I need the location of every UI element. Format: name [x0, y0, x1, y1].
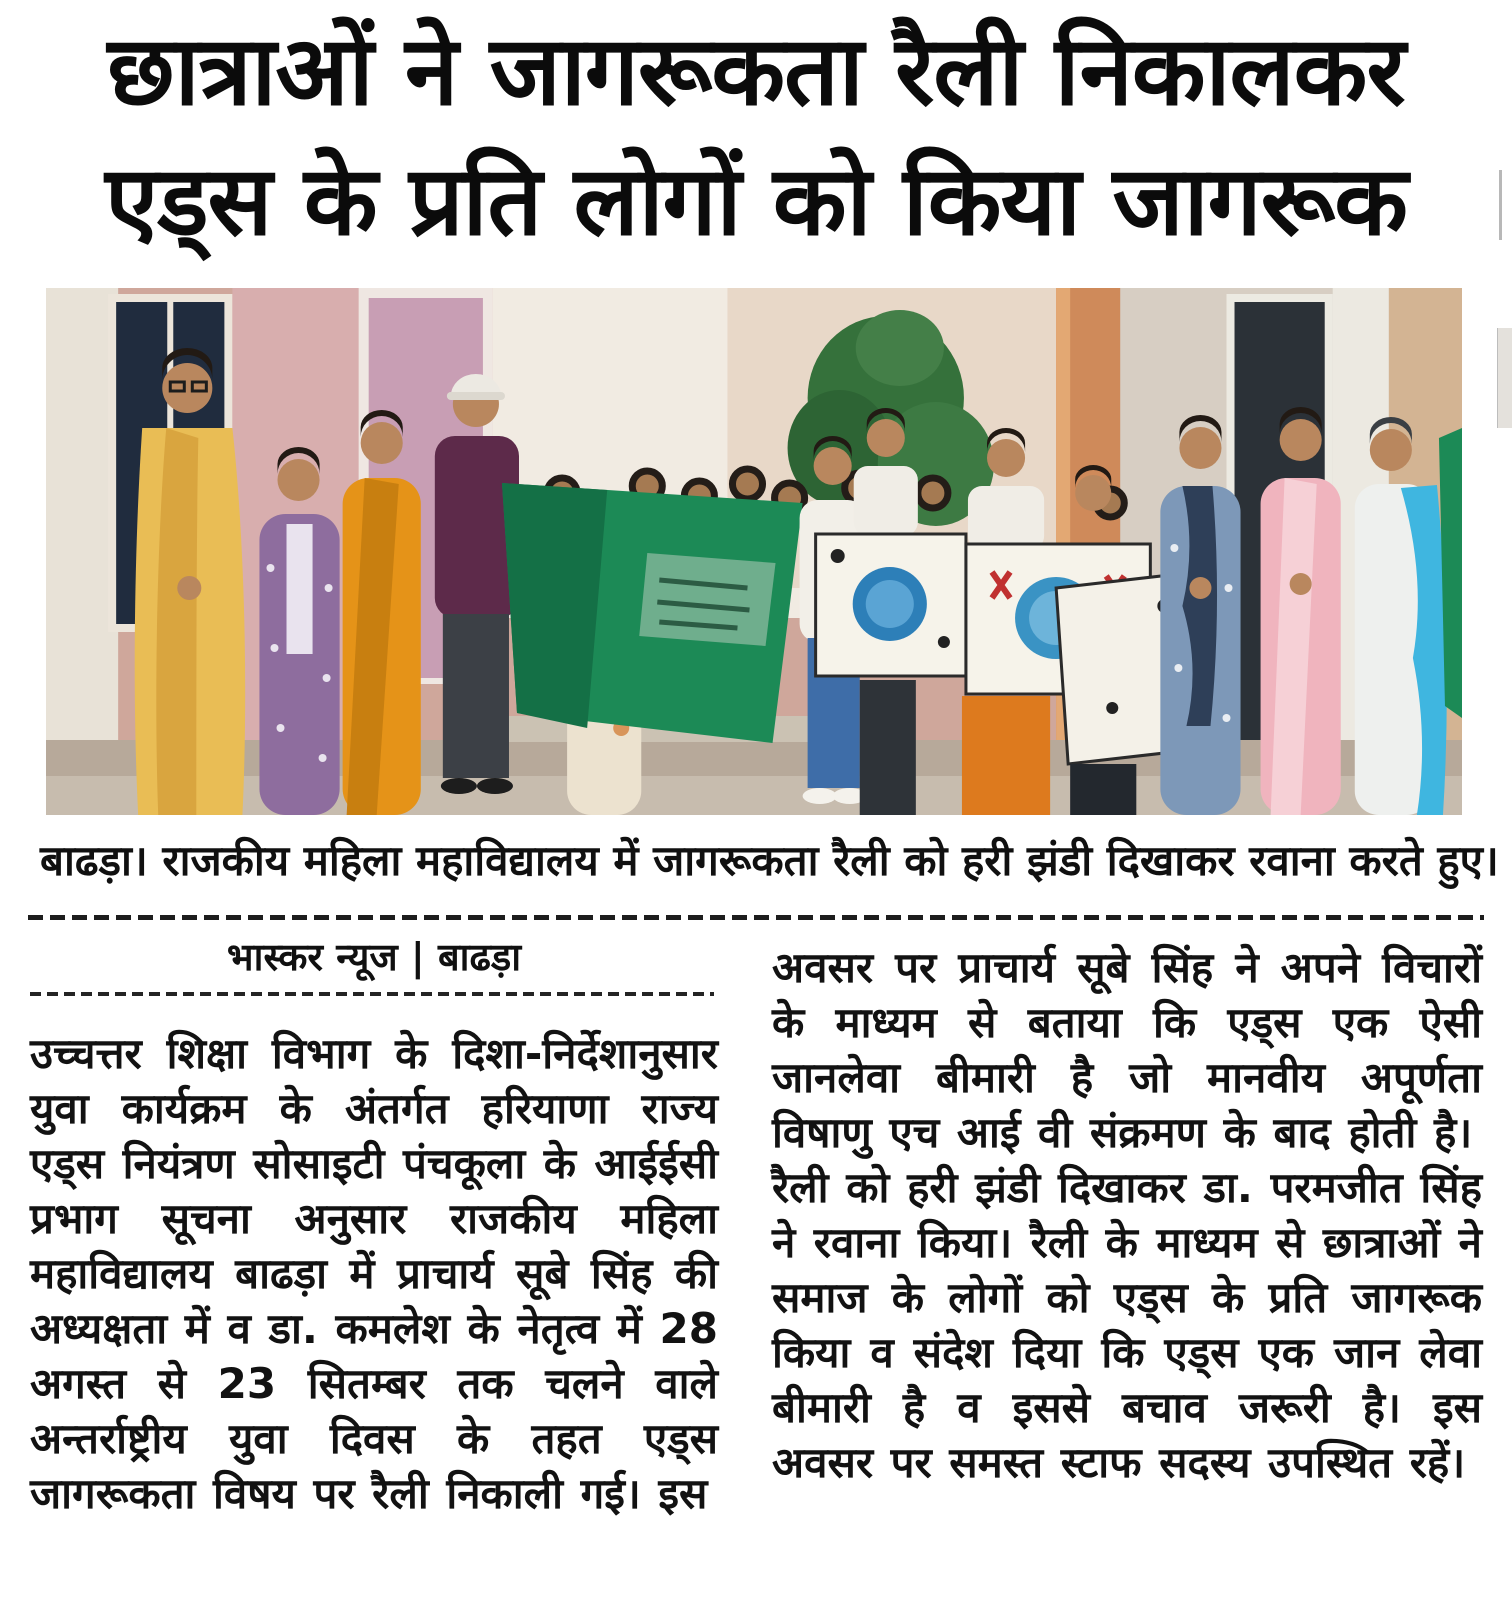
right-paragraph-1: अवसर पर प्राचार्य सूबे सिंह ने अपने विचारों के माध्यम से बताया कि एड्स एक ऐसी जानलेवा बीमारी है जो मानवीय अपूर्णता विषाणु एच आई वी संक्रमण के बाद होती है। — [772, 943, 1482, 1157]
right-paragraph-2: रैली को हरी झंडी दिखाकर डा. परमजीत सिंह ने रवाना किया। रैली के माध्यम से छात्राओं ने समाज के लोगों को एड्स के प्रति जागरूक किया व संदेश दिया कि एड्स एक जान लेवा बीमारी है व इससे बचाव जरूरी है। इस अवसर पर समस्त स्टाफ सदस्य उपस्थित रहें। — [772, 1163, 1482, 1487]
photo-caption: बाढड़ा। राजकीय महिला महाविद्यालय में जागरूकता रैली को हरी झंडी दिखाकर रवाना करते हुए। — [40, 836, 1499, 885]
green-flag — [502, 483, 803, 743]
headline-line-2: एड्स के प्रति लोगों को किया जागरूक — [105, 145, 1407, 257]
article-headline — [28, 6, 1484, 266]
left-column — [30, 920, 718, 1521]
rally-photo-illustration — [46, 288, 1462, 815]
article-body — [30, 920, 1482, 1521]
scan-artifact-line — [1499, 170, 1502, 240]
byline-divider — [30, 992, 714, 996]
scan-artifact-strip — [1497, 328, 1512, 428]
headline-line-1: छात्राओं ने जागरूकता रैली निकालकर — [107, 15, 1405, 127]
rally-photo — [46, 288, 1462, 815]
left-paragraph: उच्चत्तर शिक्षा विभाग के दिशा-निर्देशानुसार युवा कार्यक्रम के अंतर्गत हरियाणा राज्य एड्स नियंत्रण सोसाइटी पंचकूला के आईईसी प्रभाग सूचना अनुसार राजकीय महिला महाविद्यालय बाढड़ा में प्राचार्य सूबे सिंह की अध्यक्षता में व डा. कमलेश के नेतृत्व में 28 अगस्त से 23 सितम्बर तक चलने वाले अन्तर्राष्ट्रीय युवा दिवस के तहत एड्स जागरूकता विषय पर रैली निकाली गई। इस — [30, 1029, 718, 1518]
byline: भास्कर न्यूज | बाढड़ा — [226, 935, 522, 979]
right-column — [772, 920, 1482, 1521]
placard-a — [816, 534, 966, 676]
